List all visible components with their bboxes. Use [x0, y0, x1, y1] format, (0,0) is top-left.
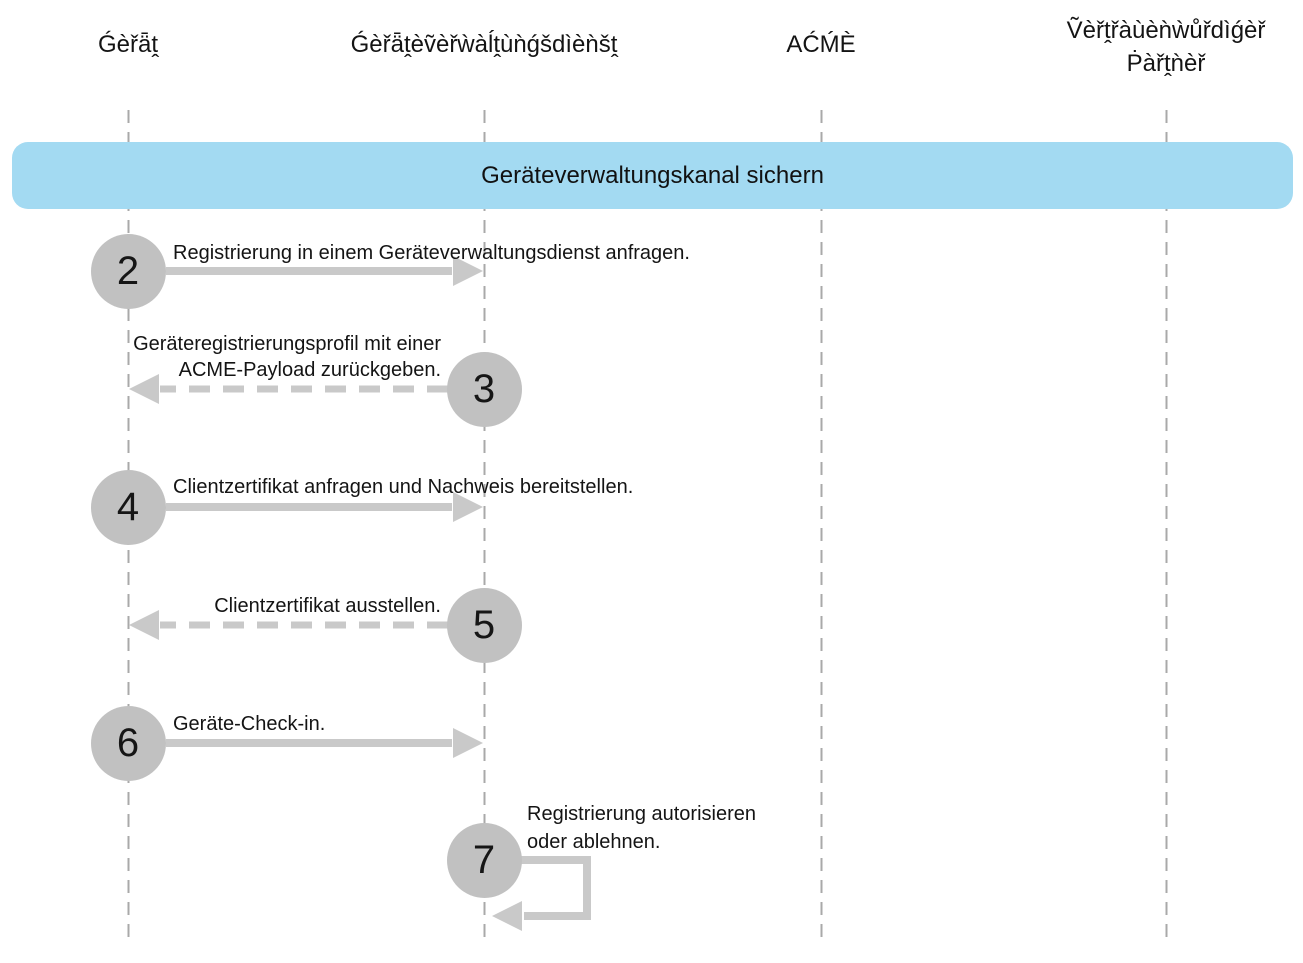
- step-5-arrowhead: [129, 610, 159, 640]
- lifeline-header-acme: AĆḾÈ: [786, 31, 856, 58]
- step-3-label-line1: Geräteregistrierungsprofil mit einer: [133, 333, 441, 355]
- step-7-self-loop: [516, 860, 587, 916]
- step-6-badge: 6: [91, 706, 166, 781]
- step-7-arrowhead: [492, 901, 522, 931]
- step-2-label: Registrierung in einem Geräteverwaltungsdienst anfragen.: [173, 242, 690, 264]
- step-4-badge: 4: [91, 470, 166, 545]
- step-2-badge: 2: [91, 234, 166, 309]
- step-7-label: [527, 800, 756, 856]
- partner-header-line2: Ṗàřṱǹèř: [1126, 50, 1206, 77]
- step-3-label: [133, 331, 441, 383]
- step-7-badge: 7: [447, 823, 522, 898]
- step-6-arrowhead: [453, 728, 483, 758]
- step-5-badge: 5: [447, 588, 522, 663]
- step-5-label: Clientzertifikat ausstellen.: [214, 595, 441, 617]
- step-4-label: Clientzertifikat anfragen und Nachweis bereitstellen.: [173, 476, 634, 498]
- step-6-label: Geräte-Check-in.: [173, 713, 326, 735]
- lifeline-header-geraet: Ǵèřǟṱ: [97, 31, 159, 58]
- step-7-label-line2: oder ablehnen.: [527, 831, 661, 853]
- step-3-label-line2: ACME-Payload zurückgeben.: [178, 359, 441, 381]
- step-3-badge: 3: [447, 352, 522, 427]
- phase-banner: Geräteverwaltungskanal sichern: [12, 142, 1293, 209]
- partner-header-line1: Ṽèřṱřàùèǹẁůřdìǵèř: [1066, 17, 1266, 44]
- step-7-label-line1: Registrierung autorisieren: [527, 803, 757, 825]
- lifeline-header-geraeteverwaltungsdienst: Ǵèřǟṱèṽèřẁàĺṱùǹǵšdìèǹšṱ: [350, 31, 618, 58]
